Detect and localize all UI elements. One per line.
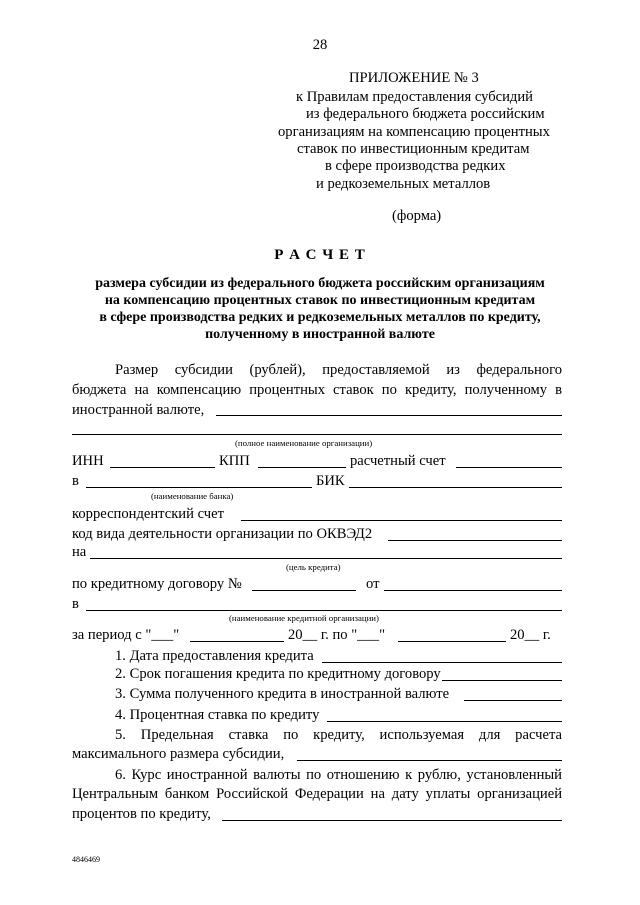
kpp-field[interactable]	[258, 467, 346, 468]
item-1: 1. Дата предоставления кредита	[115, 648, 314, 664]
subtitle-line: размера субсидии из федерального бюджета российским организациям	[95, 276, 545, 291]
appendix-line: в сфере производства редких	[325, 158, 506, 174]
item-4: 4. Процентная ставка по кредиту	[115, 707, 320, 723]
item-5-field[interactable]	[297, 760, 562, 761]
item-2: 2. Срок погашения кредита по кредитному договору	[115, 666, 441, 682]
bik-field[interactable]	[349, 487, 562, 488]
period-year-2: 20__ г.	[510, 627, 551, 643]
appendix-line: организациям на компенсацию процентных	[278, 124, 550, 140]
item-3: 3. Сумма полученного кредита в иностранной валюте	[115, 686, 450, 702]
from-label: от	[366, 576, 380, 592]
purpose-field[interactable]	[90, 558, 562, 559]
org-name-caption: (полное наименование организации)	[235, 438, 373, 448]
document-title: Р А С Ч Е Т	[274, 247, 366, 263]
subtitle-line: полученному в иностранной валюте	[205, 327, 435, 342]
intro-line-2: бюджета на компенсацию процентных ставок по кредиту, полученному в	[72, 382, 562, 398]
item-4-field[interactable]	[327, 721, 562, 722]
item-6-line-2: Центральным банком Российской Федерации на дату уплаты организацией	[72, 786, 562, 802]
appendix-line: и редкоземельных металлов	[316, 176, 491, 192]
item-2-field[interactable]	[442, 680, 562, 681]
okved-field[interactable]	[388, 540, 562, 541]
corr-account-label: корреспондентский счет	[72, 506, 224, 522]
purpose-caption: (цель кредита)	[286, 562, 341, 572]
account-field[interactable]	[456, 467, 562, 468]
contract-number-field[interactable]	[252, 590, 356, 591]
contract-date-field[interactable]	[384, 590, 562, 591]
kpp-label: КПП	[219, 453, 250, 469]
bik-label: БИК	[316, 473, 345, 489]
item-3-field[interactable]	[464, 700, 562, 701]
page-number: 28	[312, 37, 328, 53]
intro-line-3: иностранной валюте,	[72, 402, 205, 418]
period-start-field[interactable]	[190, 641, 284, 642]
appendix-title: ПРИЛОЖЕНИЕ № 3	[349, 70, 479, 86]
contract-label: по кредитному договору №	[72, 576, 242, 592]
subtitle-line: в сфере производства редких и редкоземельных металлов по кредиту,	[99, 310, 541, 325]
lender-caption: (наименование кредитной организации)	[229, 613, 379, 623]
in-label-2: в	[72, 596, 79, 612]
subtitle-line: на компенсацию процентных ставок по инвестиционным кредитам	[104, 293, 536, 308]
in-label: в	[72, 473, 79, 489]
account-label: расчетный счет	[350, 453, 446, 469]
na-label: на	[72, 544, 87, 560]
item-5-line-1: 5. Предельная ставка по кредиту, используемая для расчета	[115, 727, 562, 743]
okved-label: код вида деятельности организации по ОКВЭД2	[72, 526, 373, 542]
blank-line[interactable]	[216, 415, 562, 416]
appendix-line: из федерального бюджета российским	[306, 106, 545, 122]
appendix-line: ставок по инвестиционным кредитам	[297, 141, 530, 157]
item-6-field[interactable]	[222, 820, 562, 821]
item-6-line-1: 6. Курс иностранной валюты по отношению к рублю, установленный	[115, 767, 562, 783]
item-1-field[interactable]	[322, 662, 562, 663]
footer-code: 4846469	[72, 855, 100, 864]
bank-field[interactable]	[86, 487, 312, 488]
period-year-1: 20__ г. по "___"	[288, 627, 386, 643]
item-6-line-3: процентов по кредиту,	[72, 806, 211, 822]
item-5-line-2: максимального размера субсидии,	[72, 746, 285, 762]
appendix-line: к Правилам предоставления субсидий	[296, 89, 533, 105]
corr-account-field[interactable]	[241, 520, 562, 521]
bank-caption: (наименование банка)	[151, 491, 234, 501]
org-name-line[interactable]	[72, 434, 562, 435]
period-end-field[interactable]	[398, 641, 506, 642]
intro-line-1: Размер субсидии (рублей), предоставляемой из федерального	[115, 362, 562, 378]
form-label: (форма)	[392, 208, 442, 224]
lender-field[interactable]	[86, 610, 562, 611]
period-start-label: за период с "___"	[72, 627, 180, 643]
inn-label: ИНН	[72, 453, 104, 469]
inn-field[interactable]	[110, 467, 215, 468]
